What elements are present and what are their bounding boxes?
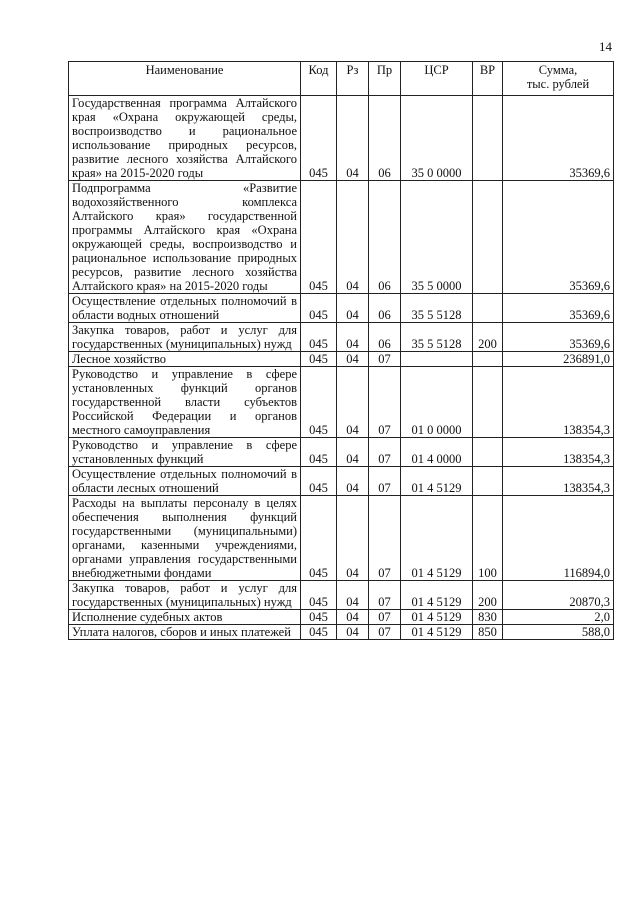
table-row xyxy=(69,323,614,352)
row-rz: 04 xyxy=(337,294,369,323)
row-name: Руководство и управление в сфере установленных функций органов государственной власти субъектов Российской Федерации и органов местного самоуправления xyxy=(69,367,301,438)
table-row xyxy=(69,181,614,294)
row-kod: 045 xyxy=(301,294,337,323)
table-row xyxy=(69,581,614,610)
header-pr: Пр xyxy=(369,62,401,96)
row-vr: 200 xyxy=(473,323,503,352)
row-csr: 01 4 5129 xyxy=(401,610,473,625)
table-header-row xyxy=(69,62,614,96)
row-rz: 04 xyxy=(337,367,369,438)
table-row xyxy=(69,294,614,323)
row-sum: 35369,6 xyxy=(503,294,614,323)
row-pr: 06 xyxy=(369,96,401,181)
row-name: Расходы на выплаты персоналу в целях обеспечения выполнения функций государственными (муниципальными) органами, казенными учреждениями, органами управления государственными внебюджетными фондами xyxy=(69,496,301,581)
header-rz: Рз xyxy=(337,62,369,96)
row-kod: 045 xyxy=(301,367,337,438)
row-csr xyxy=(401,352,473,367)
table-row xyxy=(69,496,614,581)
row-vr: 100 xyxy=(473,496,503,581)
row-kod: 045 xyxy=(301,438,337,467)
row-kod: 045 xyxy=(301,496,337,581)
table-row xyxy=(69,610,614,625)
row-rz: 04 xyxy=(337,323,369,352)
row-kod: 045 xyxy=(301,581,337,610)
table-row xyxy=(69,352,614,367)
table-row xyxy=(69,467,614,496)
row-vr xyxy=(473,367,503,438)
row-name: Осуществление отдельных полномочий в области лесных отношений xyxy=(69,467,301,496)
row-pr: 07 xyxy=(369,625,401,640)
table-row xyxy=(69,96,614,181)
row-pr: 07 xyxy=(369,467,401,496)
row-vr xyxy=(473,96,503,181)
row-sum: 35369,6 xyxy=(503,323,614,352)
row-rz: 04 xyxy=(337,438,369,467)
row-pr: 06 xyxy=(369,181,401,294)
header-csr: ЦСР xyxy=(401,62,473,96)
row-vr xyxy=(473,467,503,496)
table-row xyxy=(69,367,614,438)
row-rz: 04 xyxy=(337,496,369,581)
row-name: Закупка товаров, работ и услуг для государственных (муниципальных) нужд xyxy=(69,581,301,610)
row-pr: 07 xyxy=(369,352,401,367)
row-kod: 045 xyxy=(301,625,337,640)
row-vr xyxy=(473,438,503,467)
row-pr: 07 xyxy=(369,581,401,610)
row-csr: 01 4 0000 xyxy=(401,438,473,467)
row-name: Осуществление отдельных полномочий в области водных отношений xyxy=(69,294,301,323)
row-sum: 588,0 xyxy=(503,625,614,640)
row-kod: 045 xyxy=(301,181,337,294)
row-sum: 138354,3 xyxy=(503,438,614,467)
row-name: Государственная программа Алтайского края «Охрана окружающей среды, воспроизводство и рациональное использование природных ресурсов, развитие лесного хозяйства Алтайского края» на 2015-2020 годы xyxy=(69,96,301,181)
row-csr: 01 0 0000 xyxy=(401,367,473,438)
row-csr: 01 4 5129 xyxy=(401,625,473,640)
row-name: Лесное хозяйство xyxy=(69,352,301,367)
row-vr: 200 xyxy=(473,581,503,610)
row-vr: 830 xyxy=(473,610,503,625)
row-kod: 045 xyxy=(301,352,337,367)
row-kod: 045 xyxy=(301,323,337,352)
row-csr: 35 5 5128 xyxy=(401,323,473,352)
row-sum: 116894,0 xyxy=(503,496,614,581)
row-vr xyxy=(473,352,503,367)
row-vr xyxy=(473,294,503,323)
row-pr: 07 xyxy=(369,496,401,581)
row-pr: 07 xyxy=(369,438,401,467)
header-vr: ВР xyxy=(473,62,503,96)
header-name: Наименование xyxy=(69,62,301,96)
row-sum: 236891,0 xyxy=(503,352,614,367)
header-sum-line2: тыс. рублей xyxy=(526,77,590,91)
row-pr: 06 xyxy=(369,323,401,352)
row-sum: 35369,6 xyxy=(503,181,614,294)
row-name: Закупка товаров, работ и услуг для государственных (муниципальных) нужд xyxy=(69,323,301,352)
row-kod: 045 xyxy=(301,467,337,496)
header-sum xyxy=(503,62,614,96)
row-sum: 138354,3 xyxy=(503,367,614,438)
table-row xyxy=(69,625,614,640)
row-rz: 04 xyxy=(337,467,369,496)
row-rz: 04 xyxy=(337,610,369,625)
row-sum: 2,0 xyxy=(503,610,614,625)
row-csr: 35 5 0000 xyxy=(401,181,473,294)
row-csr: 01 4 5129 xyxy=(401,467,473,496)
row-csr: 35 0 0000 xyxy=(401,96,473,181)
page-number: 14 xyxy=(599,39,612,54)
row-rz: 04 xyxy=(337,581,369,610)
header-sum-line1: Сумма, xyxy=(538,63,578,77)
row-csr: 01 4 5129 xyxy=(401,496,473,581)
row-rz: 04 xyxy=(337,625,369,640)
row-vr xyxy=(473,181,503,294)
row-kod: 045 xyxy=(301,610,337,625)
row-name: Исполнение судебных актов xyxy=(69,610,301,625)
row-csr: 01 4 5129 xyxy=(401,581,473,610)
row-pr: 06 xyxy=(369,294,401,323)
table-row xyxy=(69,438,614,467)
row-sum: 20870,3 xyxy=(503,581,614,610)
row-kod: 045 xyxy=(301,96,337,181)
row-name: Уплата налогов, сборов и иных платежей xyxy=(69,625,301,640)
row-sum: 138354,3 xyxy=(503,467,614,496)
row-sum: 35369,6 xyxy=(503,96,614,181)
row-rz: 04 xyxy=(337,352,369,367)
row-name: Руководство и управление в сфере установленных функций xyxy=(69,438,301,467)
row-csr: 35 5 5128 xyxy=(401,294,473,323)
header-kod: Код xyxy=(301,62,337,96)
row-rz: 04 xyxy=(337,181,369,294)
row-rz: 04 xyxy=(337,96,369,181)
row-vr: 850 xyxy=(473,625,503,640)
budget-table xyxy=(68,61,614,640)
row-pr: 07 xyxy=(369,367,401,438)
row-name: Подпрограмма «Развитие водохозяйственного комплекса Алтайского края» государственной программы Алтайского края «Охрана окружающей среды, воспроизводство и рациональное использование природных ресурсов, развитие лесного хозяйства Алтайского края» на 2015-2020 годы xyxy=(69,181,301,294)
row-pr: 07 xyxy=(369,610,401,625)
